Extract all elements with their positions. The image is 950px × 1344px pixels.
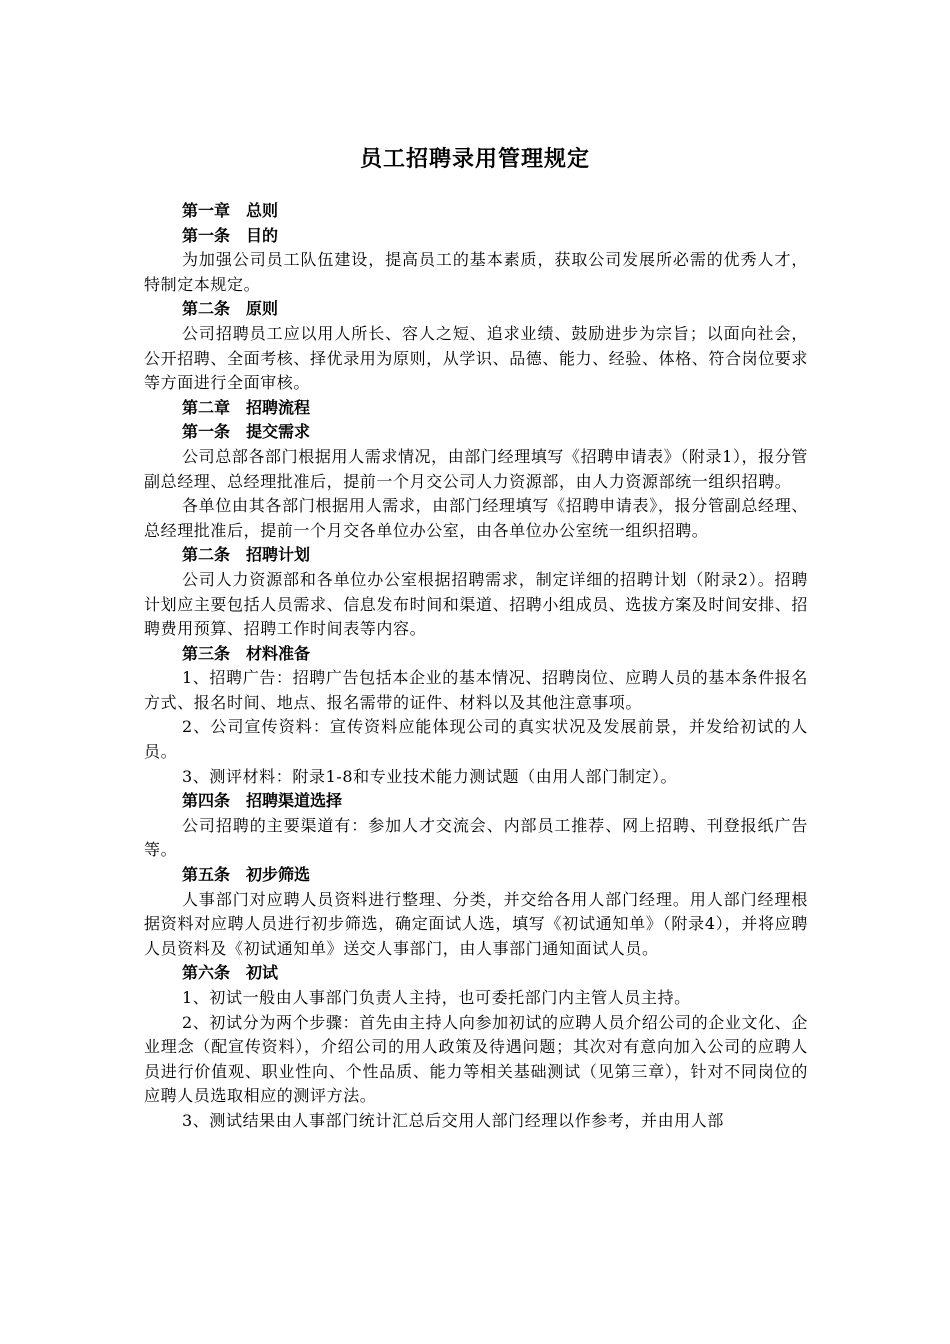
document-title: 员工招聘录用管理规定 [359, 147, 590, 172]
section-heading: 第一条 目的 [182, 225, 279, 245]
paragraph: 2、初试分为两个步骤：首先由主持人向参加初试的应聘人员介绍公司的企业文化、企业理念（配宣传资料），介绍公司的用人政策及待遇问题；其次对有意向加入公司的应聘人员进行价值观、职业性向、个性品质、能力等相关基础测试（见第三章），针对不同岗位的应聘人员选取相应的测评方法。 [144, 1012, 808, 1106]
section-heading: 第二章 招聘流程 [182, 397, 311, 417]
section-heading: 第六条 初试 [182, 963, 279, 983]
paragraph: 人事部门对应聘人员资料进行整理、分类，并交给各用人部门经理。用人部门经理根据资料对应聘人员进行初步筛选，确定面试人选，填写《初试通知单》（附录4），并将应聘人员资料及《初试通知单》送交人事部门，由人事部门通知面试人员。 [144, 889, 808, 958]
section-heading: 第三条 材料准备 [182, 643, 311, 663]
paragraph: 3、测评材料：附录1-8和专业技术能力测试题（由用人部门制定）。 [182, 766, 678, 786]
paragraph: 各单位由其各部门根据用人需求，由部门经理填写《招聘申请表》，报分管副总经理、总经理批准后，提前一个月交各单位办公室，由各单位办公室统一组织招聘。 [144, 496, 808, 540]
paragraph: 3、测试结果由人事部门统计汇总后交用人部门经理以作参考，并由用人部 [182, 1110, 724, 1130]
section-heading: 第四条 招聘渠道选择 [182, 791, 343, 811]
document-body [144, 199, 808, 1134]
paragraph: 公司招聘的主要渠道有：参加人才交流会、内部员工推荐、网上招聘、刊登报纸广告等。 [144, 815, 808, 860]
paragraph: 2、公司宣传资料：宣传资料应能体现公司的真实状况及发展前景，并发给初试的人员。 [144, 717, 808, 762]
paragraph: 1、初试一般由人事部门负责人主持，也可委托部门内主管人员主持。 [182, 988, 691, 1007]
section-heading: 第二条 原则 [182, 299, 279, 319]
section-heading: 第五条 初步筛选 [182, 865, 311, 885]
paragraph: 公司招聘员工应以用人所长、容人之短、追求业绩、鼓励进步为宗旨；以面向社会，公开招聘、全面考核、择优录用为原则，从学识、品德、能力、经验、体格、符合岗位要求等方面进行全面审核。 [144, 323, 809, 393]
paragraph: 公司总部各部门根据用人需求情况，由部门经理填写《招聘申请表》（附录1），报分管副总经理、总经理批准后，提前一个月交公司人力资源部，由人力资源部统一组织招聘。 [144, 446, 808, 491]
paragraph: 公司人力资源部和各单位办公室根据招聘需求，制定详细的招聘计划（附录2）。招聘计划应主要包括人员需求、信息发布时间和渠道、招聘小组成员、选拔方案及时间安排、招聘费用预算、招聘工作时间表等内容。 [144, 569, 809, 639]
section-heading: 第二条 招聘计划 [182, 545, 311, 565]
paragraph: 为加强公司员工队伍建设，提高员工的基本素质，获取公司发展所必需的优秀人才，特制定本规定。 [144, 250, 808, 294]
section-heading: 第一条 提交需求 [182, 422, 311, 442]
paragraph: 1、招聘广告：招聘广告包括本企业的基本情况、招聘岗位、应聘人员的基本条件报名方式、报名时间、地点、报名需带的证件、材料以及其他注意事项。 [144, 668, 808, 712]
section-heading: 第一章 总则 [182, 201, 279, 220]
